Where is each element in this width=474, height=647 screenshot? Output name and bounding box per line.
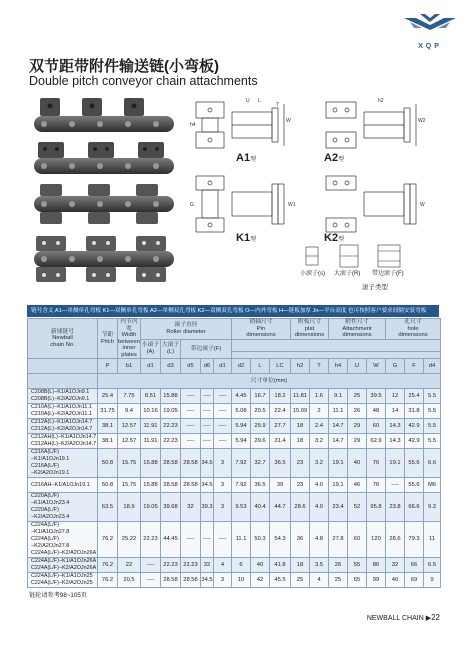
value-cell: 39 [270,478,291,493]
value-cell: 15.88 [141,478,161,493]
table-row [28,522,441,558]
value-cell: 5.5 [424,434,441,449]
value-cell: 3 [214,478,232,493]
value-cell: M6 [424,478,441,493]
value-cell: 20.5 [118,573,141,588]
value-cell: 18 [291,419,310,434]
value-cell: 22.23 [181,558,201,573]
sprocket-reference-note: 链轮请参考98~105页 [29,592,87,599]
value-cell: 40 [348,449,367,478]
value-cell: 3.5 [310,558,329,573]
value-cell: 32 [181,493,201,522]
value-cell: 9.1 [329,389,348,404]
value-cell: 1.6 [310,389,329,404]
value-cell: 38.1 [98,434,118,449]
value-cell: 3.2 [310,434,329,449]
value-cell: 76.2 [98,573,118,588]
value-cell: 38.1 [98,419,118,434]
model-cell [28,434,98,449]
value-cell: 19.1 [329,449,348,478]
value-cell: 34.5 [201,573,214,588]
value-cell: 46 [348,478,367,493]
value-cell: ---- [386,478,405,493]
value-cell: 48 [367,404,386,419]
value-cell: 3 [214,493,232,522]
value-cell: 32 [386,558,405,573]
symbol-cell: P [98,359,118,374]
value-cell: 6.6 [424,449,441,478]
value-cell: ---- [181,404,201,419]
value-cell: 34.5 [201,478,214,493]
header-plate: 附板尺寸 plat dimensions [291,319,329,340]
value-cell: ---- [214,389,232,404]
value-cell: ---- [141,558,161,573]
value-cell: 20.5 [251,404,270,419]
svg-text:L: L [258,98,261,104]
model-number: C224A(L/F)−K1/A1OJn27.8 [31,522,70,535]
value-cell: ---- [181,389,201,404]
value-cell: 36.5 [251,478,270,493]
symbol-cell: U [348,359,367,374]
value-cell: 28.6 [291,493,310,522]
value-cell: 11 [424,522,441,558]
value-cell: 42.9 [405,419,424,434]
symbol-blank [28,359,98,374]
value-cell: ---- [181,522,201,558]
value-cell: 11.81 [291,389,310,404]
value-cell: 14 [386,404,405,419]
value-cell: 4 [310,573,329,588]
value-cell: 7.92 [232,478,251,493]
value-cell: 95.8 [367,493,386,522]
symbol-cell: d2 [232,359,251,374]
value-cell: 25 [291,573,310,588]
value-cell: ---- [141,573,161,588]
value-cell: 22.23 [141,522,161,558]
value-cell: 11.91 [141,419,161,434]
symbol-cell: d5 [181,359,201,374]
brand-logo-icon [400,12,460,38]
svg-text:W1: W1 [288,202,296,208]
value-cell: 7.92 [232,449,251,478]
value-cell: 28.58 [161,478,181,493]
symbol-cell: h2 [291,359,310,374]
symbol-cell: b1 [118,359,141,374]
svg-text:G: G [190,202,194,208]
model-number: C212A(L)−K1/A1OJn14.7 [31,419,93,425]
value-cell: 63.5 [98,493,118,522]
value-cell: 26 [348,404,367,419]
value-cell: 9.2 [424,493,441,522]
value-cell: 22.23 [161,558,181,573]
model-cell [28,573,98,588]
value-cell: 42 [251,573,270,588]
model-number: C212AH(L)−K2/A2OJn14.7 [31,441,97,447]
header-spacer-2 [232,351,441,359]
chain-photo-a1 [30,96,180,138]
header-small-roller: 小滚子 (A) [141,339,161,359]
value-cell: 23.8 [386,493,405,522]
value-cell: 27.7 [270,419,291,434]
model-number: C224A(L/F)−K2/A2OJn26A [31,565,97,571]
value-cell: 15.75 [118,478,141,493]
symbol-cell: L [251,359,270,374]
symbol-cell: LC [270,359,291,374]
model-cell [28,404,98,419]
value-cell: 7.75 [118,389,141,404]
value-cell: ---- [181,434,201,449]
value-cell: 6.5 [424,558,441,573]
value-cell: 10.16 [141,404,161,419]
model-number: C208B(L)−K2/A2OJn9.1 [31,396,90,402]
symbol-cell: T [310,359,329,374]
value-cell: ---- [201,389,214,404]
drawing-k1-k2 [188,174,438,234]
table-row [28,493,441,522]
svg-text:W2: W2 [418,118,426,124]
value-cell: 18.2 [270,389,291,404]
value-cell: 11.1 [329,404,348,419]
model-number: C220A(L/F)−K1/A1OJn23.4 [31,493,70,506]
svg-text:W: W [286,118,291,124]
svg-text:U: U [246,98,250,104]
value-cell: 28.6 [386,522,405,558]
value-cell: 31.8 [405,404,424,419]
brand-logo [400,12,460,50]
page-number: 22 [431,613,440,622]
value-cell: 76.2 [98,558,118,573]
value-cell: 6 [232,558,251,573]
value-cell: 12.57 [118,434,141,449]
roller-small-caption: 小滚子(s) [300,271,325,277]
page-title-en: Double pitch conveyor chain attachments [29,74,258,88]
value-cell: 60 [348,522,367,558]
value-cell: 5.5 [424,404,441,419]
value-cell: 4.0 [310,478,329,493]
value-cell: 65 [348,573,367,588]
value-cell: ---- [201,404,214,419]
table-row [28,478,441,493]
model-number: C224A(L/F)−K1/A1OJn25 [31,573,93,579]
value-cell: 15.75 [118,449,141,478]
value-cell: 22.23 [161,434,181,449]
table-row [28,449,441,478]
value-cell: 14.7 [329,434,348,449]
model-cell [28,389,98,404]
value-cell: 66 [405,558,424,573]
value-cell: 99 [367,573,386,588]
spec-table [27,318,441,588]
value-cell: 50.8 [98,478,118,493]
value-cell: 23 [291,449,310,478]
label-a1: A1型 [236,152,257,164]
svg-text:T: T [276,102,280,108]
table-row [28,404,441,419]
value-cell: 39.3 [201,493,214,522]
value-cell: 42.9 [405,434,424,449]
table-row [28,389,441,404]
svg-text:W: W [420,202,425,208]
value-cell: 26 [329,558,348,573]
value-cell: 4.45 [232,389,251,404]
header-hole: 孔尺寸 hole dimensions [386,319,441,340]
value-cell: 23 [291,478,310,493]
value-cell: 3 [214,449,232,478]
value-cell: 22.4 [270,404,291,419]
value-cell: ---- [201,434,214,449]
symbol-cell: d6 [201,359,214,374]
model-number: C224A(L/F)−K2/A2OJn27.8 [31,536,70,549]
model-number: C210A(L)−K2/A2OJn11.1 [31,411,92,417]
value-cell: 32.7 [251,449,270,478]
value-cell: 25 [329,573,348,588]
value-cell: 14.7 [329,419,348,434]
value-cell: 15.88 [141,449,161,478]
value-cell: 86 [367,558,386,573]
label-a2: A2型 [324,152,345,164]
model-number: C224A(L/F)−K2/A2OJn26A [31,550,97,556]
roller-flanged-caption: 带边滚子(F) [372,271,404,277]
value-cell: 3 [214,573,232,588]
symbol-cell: F [405,359,424,374]
footer-brand: NEWBALL CHAIN [366,615,424,622]
value-cell: 5.94 [232,434,251,449]
value-cell: 9.4 [118,404,141,419]
value-cell: 15.88 [161,389,181,404]
svg-text:h4: h4 [190,122,196,128]
symbol-cell: W [367,359,386,374]
value-cell: 40 [251,558,270,573]
value-cell: 66.6 [405,493,424,522]
header-width: 内节内宽 Width between inner plates [118,319,140,358]
svg-text:h2: h2 [378,98,384,104]
value-cell: 11.1 [232,522,251,558]
drawing-a1-a2 [188,92,438,172]
value-cell: 55.6 [405,449,424,478]
value-cell: 12 [386,389,405,404]
model-number: C216A(L/F)−K1/A1OJn19.1 [31,449,70,462]
value-cell: 40 [386,573,405,588]
value-cell: ---- [181,419,201,434]
value-cell: 22.23 [161,419,181,434]
symbol-cell: G [386,359,405,374]
value-cell: 19.1 [329,478,348,493]
symbol-cell: d1 [141,359,161,374]
value-cell: ---- [201,419,214,434]
value-cell: 29 [348,419,367,434]
footer-arrow-icon: ▶ [425,615,432,622]
chain-photo-k1 [30,182,180,226]
model-cell [28,522,98,558]
value-cell: 76 [367,449,386,478]
value-cell: 15.09 [291,404,310,419]
header-roller: 滚子直径 Roller diameter [141,319,232,340]
value-cell: 14.3 [386,434,405,449]
model-cell [28,493,98,522]
header-large-roller: 大滚子 (L) [161,339,181,359]
value-cell: 5.94 [232,419,251,434]
value-cell: 52 [348,493,367,522]
symbol-row [28,359,441,374]
symbol-cell: h4 [329,359,348,374]
table-row [28,434,441,449]
value-cell: 50.3 [251,522,270,558]
value-cell: 45.5 [270,573,291,588]
chain-photo-k2 [30,234,180,284]
value-cell: 14.3 [386,419,405,434]
value-cell: 39.5 [367,389,386,404]
value-cell: 39.68 [161,493,181,522]
value-cell: ---- [201,522,214,558]
header-spacer [232,339,441,351]
header-flanged-roller: 带边滚子(F) [181,339,232,359]
value-cell: 25.4 [405,389,424,404]
roller-types-title: 滚子类型 [362,284,388,291]
model-number: C210A(L)−K1/A1OJn11.1 [31,404,92,410]
model-cell [28,558,98,573]
value-cell: 27.8 [329,522,348,558]
roller-large-caption: 大滚子(R) [334,271,361,277]
model-number: C224A(L/F)−K2/A2OJn25 [31,580,93,586]
symbol-cell: d4 [424,359,441,374]
unit-label: 尺寸单位(mm) [98,374,441,389]
value-cell: 36.5 [270,449,291,478]
value-cell: 32 [201,558,214,573]
value-cell: 5.5 [424,419,441,434]
value-cell: 12.57 [118,419,141,434]
value-cell: 25 [348,389,367,404]
value-cell: 76 [367,478,386,493]
model-number: C208B(L)−K1/A1OJn9.1 [31,389,90,395]
brand-name: XQP [418,43,442,50]
value-cell: 76.2 [98,522,118,558]
value-cell: 8.51 [141,389,161,404]
value-cell: 36 [291,522,310,558]
label-k2: K2型 [324,232,345,244]
value-cell: 9 [424,573,441,588]
header-pin: 销轴尺寸 Pin dimensions [232,319,291,340]
header-pitch: 节距 Pitch [98,319,118,359]
value-cell: 29 [348,434,367,449]
value-cell: 25.4 [98,389,118,404]
value-cell: 3.2 [310,449,329,478]
model-number: C212AH(L)−K1/A1OJn14.7 [31,434,97,440]
value-cell: 18 [291,558,310,573]
value-cell: 19.05 [161,404,181,419]
model-number: C216AH−K1/A1OJn19.1 [31,481,90,488]
model-cell [28,449,98,478]
chain-photo-a2 [30,140,180,180]
value-cell: 55.6 [405,478,424,493]
value-cell: 2.4 [310,419,329,434]
table-row [28,419,441,434]
value-cell: 5.08 [232,404,251,419]
page-title-cn: 双节距带附件输送链(小弯板) [29,58,219,75]
value-cell: 62.9 [367,434,386,449]
value-cell: 28.58 [181,573,201,588]
model-number: C216A(L/F)−K2/A2OJn19.1 [31,463,70,476]
value-cell: ---- [214,404,232,419]
symbol-cell: d3 [161,359,181,374]
unit-blank [28,374,98,389]
model-cell [28,478,98,493]
value-cell: 19.05 [141,493,161,522]
value-cell: 120 [367,522,386,558]
model-number: C220A(L/F)−K2/A2OJn23.4 [31,507,70,520]
value-cell: 79.3 [405,522,424,558]
value-cell: 28.58 [181,449,201,478]
value-cell: ---- [214,419,232,434]
value-cell: 28.58 [181,478,201,493]
label-k1: K1型 [236,232,257,244]
value-cell: 11.91 [141,434,161,449]
model-number: C224A(L/F)−K1/A1OJn26A [31,558,97,564]
value-cell: 4.0 [310,493,329,522]
table-row [28,558,441,573]
header-attach: 附件尺寸 Attachment dimensions [329,319,386,340]
value-cell: 4.8 [310,522,329,558]
value-cell: 4 [214,558,232,573]
value-cell: 5.5 [424,389,441,404]
model-number: C212A(L)−K2/A2OJn14.7 [31,426,93,432]
value-cell: 69 [405,573,424,588]
value-cell: ---- [214,434,232,449]
value-cell: 40.4 [251,493,270,522]
value-cell: 25.9 [251,419,270,434]
header-model: 新球链号 Newball chain No. [28,319,98,359]
value-cell: ---- [214,522,232,558]
value-cell: 19.1 [386,449,405,478]
value-cell: 22 [118,558,141,573]
value-cell: 23.4 [329,493,348,522]
value-cell: 50.8 [98,449,118,478]
value-cell: 31.4 [270,434,291,449]
value-cell: 41.8 [270,558,291,573]
model-cell [28,419,98,434]
value-cell: 44.45 [161,522,181,558]
value-cell: 18 [291,434,310,449]
value-cell: 54.3 [270,522,291,558]
value-cell: 2 [310,404,329,419]
table-row [28,573,441,588]
value-cell: 60 [367,419,386,434]
value-cell: 16.7 [251,389,270,404]
value-cell: 34.5 [201,449,214,478]
value-cell: 31.75 [98,404,118,419]
value-cell: 9.53 [232,493,251,522]
value-cell: 28.58 [161,573,181,588]
symbol-cell: d1 [214,359,232,374]
value-cell: 44.7 [270,493,291,522]
value-cell: 10 [232,573,251,588]
value-cell: 25.22 [118,522,141,558]
page-footer [367,613,440,622]
value-cell: 18.9 [118,493,141,522]
value-cell: 55 [348,558,367,573]
chain-code-note: 链号含义 A1—单侧单孔弯板 K1—双侧单孔弯板 A2—单侧双孔弯板 K2—双侧双孔弯板 O—内外弯板 H—链板加厚 Jn—平台高度 也可按照客户要求间隔安装弯板 [27,305,439,317]
value-cell: 28.58 [161,449,181,478]
value-cell: 29.6 [251,434,270,449]
